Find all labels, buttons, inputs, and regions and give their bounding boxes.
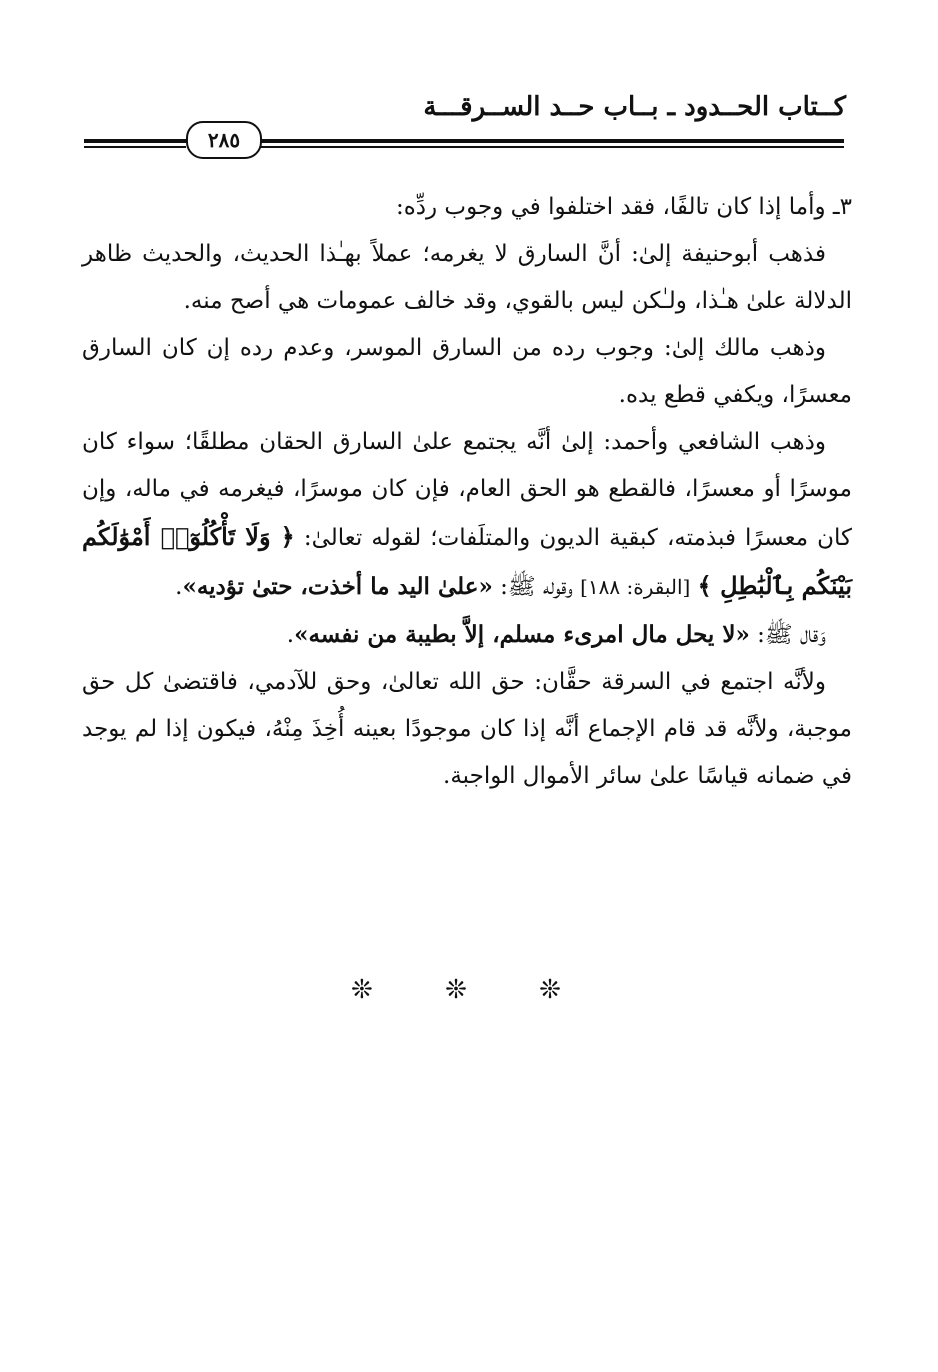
paragraph-shafii-ahmad <box>82 419 852 611</box>
header-rule-left-thin <box>84 146 186 148</box>
paragraph-hadith-2 <box>82 611 852 659</box>
header-rule-right-thin <box>258 146 844 148</box>
section-end-ornament <box>0 975 938 1005</box>
verse-reference: [البقرة: ١٨٨] <box>580 575 691 599</box>
hadith-2-end: . <box>286 622 295 648</box>
shafii-text: وذهب الشافعي وأحمد: إلىٰ أنَّه يجتمع علىٰ السارق الحقان مطلقًا؛ سواء كان موسرًا أو معسرًا، فالقطع هو الحق العام، فإن كان موسرًا، فيغرمه في ماله، وإن كان معسرًا فبذمته، كبقية الديون والمتلَفات؛ لقوله تعالىٰ: <box>82 429 853 551</box>
hadith-1-end: . <box>175 574 183 600</box>
paragraph-two-rights: ولأنَّه اجتمع في السرقة حقَّان: حق الله تعالىٰ، وحق للآدمي، فاقتضىٰ كل حق موجبة، ولأنَّه قد قام الإجماع أنَّه إذا كان موجودًا بعينه أُخِذَ مِنْهُ، فيكون إذا لم يوجد في ضمانه قياسًا علىٰ سائر الأموال الواجبة. <box>82 669 852 789</box>
header-rule-left-thick <box>84 139 186 143</box>
header-rule-right-thick <box>258 139 844 143</box>
body-text <box>82 184 852 800</box>
running-header-title: كــتاب الحــدود ـ بــاب حــد الســرقـــة <box>423 92 846 122</box>
paragraph-abu-hanifa: فذهب أبوحنيفة إلىٰ: أنَّ السارق لا يغرمه؛ عملاً بهـٰذا الحديث، والحديث ظاهر الدلالة علىٰ هـٰذا، ولـٰكن ليس بالقوي، وقد خالف عمومات هي أصح منه. <box>82 241 852 314</box>
hadith-text-2: «لا يحل مال امرىء مسلم، إلاَّ بطيبة من نفسه» <box>294 621 750 648</box>
paragraph-point-3: ٣ـ وأما إذا كان تالفًا، فقد اختلفوا في وجوب ردِّه: <box>395 194 852 220</box>
ornament-star-icon: ❊ <box>539 975 587 1005</box>
quran-verse: ﴿ وَلَا تَأْكُلُوٓا۟ أَمْوَٰلَكُم بَيْنَكُم بِٱلْبَٰطِلِ ﴾ <box>82 522 852 600</box>
hadith-2-intro: وَقال ﷺ: <box>757 622 826 648</box>
page-number: ٢٨٥ <box>207 128 241 152</box>
paragraph-malik: وذهب مالك إلىٰ: وجوب رده من السارق الموسر، وعدم رده إن كان السارق معسرًا، ويكفي قطع يده. <box>82 335 852 408</box>
page-number-badge <box>186 121 262 159</box>
hadith-intro: وقوله ﷺ: <box>500 574 573 600</box>
hadith-text-1: «علىٰ اليد ما أخذت، حتىٰ تؤديه» <box>182 573 493 600</box>
ornament-star-icon: ❊ <box>445 975 493 1005</box>
ornament-star-icon: ❊ <box>351 975 399 1005</box>
